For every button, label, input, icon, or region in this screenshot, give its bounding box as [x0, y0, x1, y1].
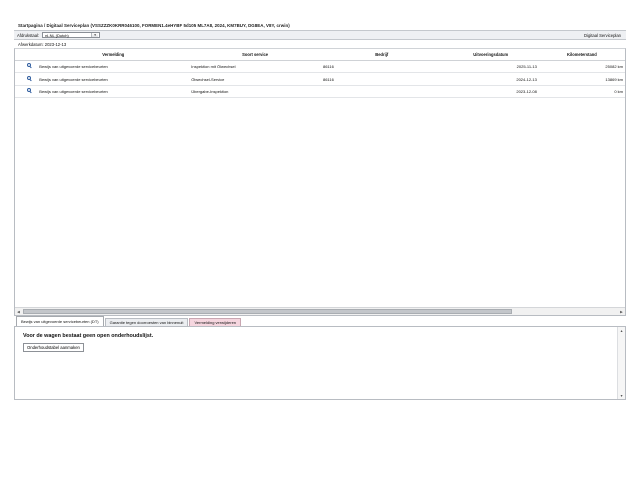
- row-magnifier-cell[interactable]: [15, 85, 37, 97]
- table-header-uitvoeringsdatum[interactable]: Uitvoeringsdatum: [443, 49, 539, 61]
- vertical-scrollbar[interactable]: [617, 327, 625, 399]
- print-language-value: nl-NL (Dutch): [45, 32, 69, 38]
- row-bedrijf: 86116: [321, 73, 443, 85]
- scrollbar-thumb[interactable]: [23, 309, 512, 314]
- table-row[interactable]: [15, 73, 625, 85]
- table-row[interactable]: [15, 85, 625, 97]
- table-header-icon[interactable]: [15, 49, 37, 61]
- tab-vermelding-verwijderen[interactable]: Vermelding verwijderen: [189, 318, 241, 327]
- tab-bar: [14, 317, 626, 326]
- tab-garantie-doorroesten[interactable]: Garantie tegen doorroesten van binnenuit: [105, 318, 189, 327]
- service-records-table: [15, 49, 625, 98]
- row-vermelding: Bewijs van uitgevoerde servicebeurten: [37, 85, 189, 97]
- page-title: Digitaal Serviceplan: [583, 32, 621, 38]
- row-bedrijf: [321, 85, 443, 97]
- service-records-panel: [14, 48, 626, 316]
- scroll-right-icon[interactable]: ▶: [618, 308, 625, 315]
- scrollbar-track[interactable]: [22, 308, 618, 315]
- print-language-label: Afdrukstaal:: [17, 32, 40, 38]
- row-uitvoeringsdatum: 2024-12-13: [443, 73, 539, 85]
- row-kilometerstand: 13869 km: [539, 73, 625, 85]
- breadcrumb: Startpagina / Digitaal Serviceplan (VSSZZZK0KRR046100, FORMEN1.4eHYBF 5d105 ML7A8, 2024, KM7BUY, DG8EA, V8Y, crwin): [18, 23, 290, 28]
- create-maintenance-table-button[interactable]: Onderhoudstabel aanmaken: [23, 343, 84, 352]
- print-language-bar: [14, 30, 626, 40]
- search-icon[interactable]: [27, 63, 33, 69]
- table-header-vermelding[interactable]: Vermelding: [37, 49, 189, 61]
- maintenance-message: Voor de wagen bestaat geen open onderhoudslijst.: [23, 333, 154, 339]
- table-header-kilometerstand[interactable]: Kilometerstand: [539, 49, 625, 61]
- table-header-row: [15, 49, 625, 61]
- row-soort-service: Ölwechsel-Service: [189, 73, 321, 85]
- table-header-bedrijf[interactable]: Bedrijf: [321, 49, 443, 61]
- row-soort-service: Inspektion mit Ölwechsel: [189, 61, 321, 73]
- row-vermelding: Bewijs van uitgevoerde servicebeurten: [37, 61, 189, 73]
- search-icon[interactable]: [27, 88, 33, 94]
- chevron-down-icon[interactable]: ▼: [91, 33, 98, 37]
- row-vermelding: Bewijs van uitgevoerde servicebeurten: [37, 73, 189, 85]
- scroll-left-icon[interactable]: ◀: [15, 308, 22, 315]
- digital-service-plan-page: [14, 22, 626, 398]
- row-magnifier-cell[interactable]: [15, 61, 37, 73]
- row-kilometerstand: 0 km: [539, 85, 625, 97]
- table-header-soort-service[interactable]: Soort service: [189, 49, 321, 61]
- row-uitvoeringsdatum: 2025-11-13: [443, 61, 539, 73]
- completion-date: Afwerkdatum: 2023-12-13: [14, 40, 626, 48]
- row-kilometerstand: 25082 km: [539, 61, 625, 73]
- row-uitvoeringsdatum: 2023-12-08: [443, 85, 539, 97]
- tab-bewijs-servicebeurten[interactable]: Bewijs van uitgevoerde servicebeurten (DT): [16, 316, 104, 326]
- scroll-down-icon[interactable]: ▼: [619, 393, 624, 398]
- search-icon[interactable]: [27, 76, 33, 82]
- row-soort-service: Übergabe-Inspektion: [189, 85, 321, 97]
- print-language-select[interactable]: [42, 32, 100, 38]
- row-magnifier-cell[interactable]: [15, 73, 37, 85]
- table-row[interactable]: [15, 61, 625, 73]
- scroll-up-icon[interactable]: ▲: [619, 328, 624, 333]
- maintenance-panel: [14, 326, 626, 400]
- horizontal-scrollbar[interactable]: [15, 307, 625, 315]
- row-bedrijf: 86116: [321, 61, 443, 73]
